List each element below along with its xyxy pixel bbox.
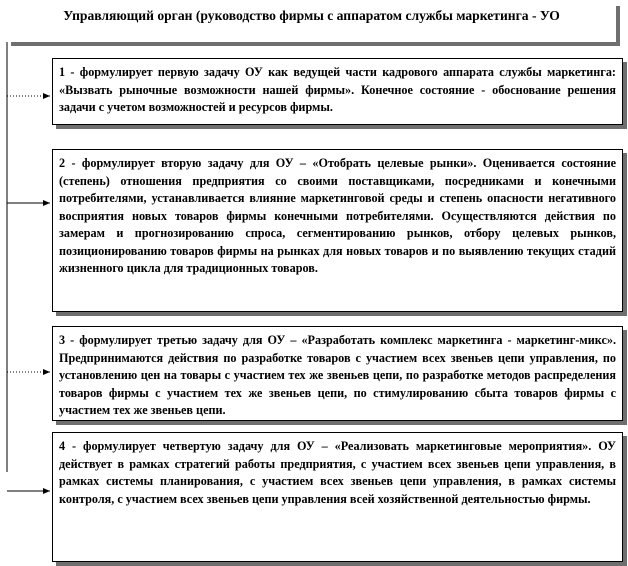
governing-body-title: Управляющий орган (руководство фирмы с аппаратом службы маркетинга - УО [63, 8, 560, 23]
step-2-text: 2 - формулирует вторую задачу для ОУ – «Отобрать целевые рынки». Оценивается состояние (степень) отношения предприятия со своими поставщиками, посредниками и конечными потребителями, устанавливается влияние маркетинговой среды и степень опасности негативного восприятия новых товаров фирмы конечными потребителями. Осуществляются действия по замерам и прогнозированию спроса, сегментированию рынков, отбору целевых рынков, позиционированию товаров фирмы на рынках для новых товаров и по выявлению текущих стадий жизненного цикла для традиционных товаров. [59, 156, 616, 275]
step-4-text: 4 - формулирует четвертую задачу для ОУ – «Реализовать маркетинговые мероприятия». ОУ действует в рамках стратегий работы предприятия, с участием всех звеньев цепи управления, в рамках системы планирования, с участием всех звеньев цепи управления, в рамках системы контроля, с участием всех звеньев цепи управления всей хозяйственной деятельностью фирмы. [59, 439, 616, 506]
step-4-box [52, 432, 623, 562]
step-1-text: 1 - формулирует первую задачу ОУ как ведущей части кадрового аппарата службы маркетинга: «Вызвать рыночные возможности нашей фирмы». Конечное состояние - обоснование решения задачи с учетом возможностей и ресурсов фирмы. [59, 65, 616, 114]
step-3-text: 3 - формулирует третью задачу для ОУ – «Разработать комплекс маркетинга - маркетинг-микс». Предпринимаются действия по разработке товаров с участием всех звеньев цепи управления, по установлению цен на товары с участием тех же звеньев цепи, по разработке методов распределения товаров фирмы с участием тех же звеньев цепи, по стимулированию сбыта товаров фирмы с участием тех же звеньев цепи. [59, 333, 616, 417]
step-2-box [52, 149, 623, 312]
step-1-box [52, 58, 623, 125]
step-3-box [52, 326, 623, 421]
